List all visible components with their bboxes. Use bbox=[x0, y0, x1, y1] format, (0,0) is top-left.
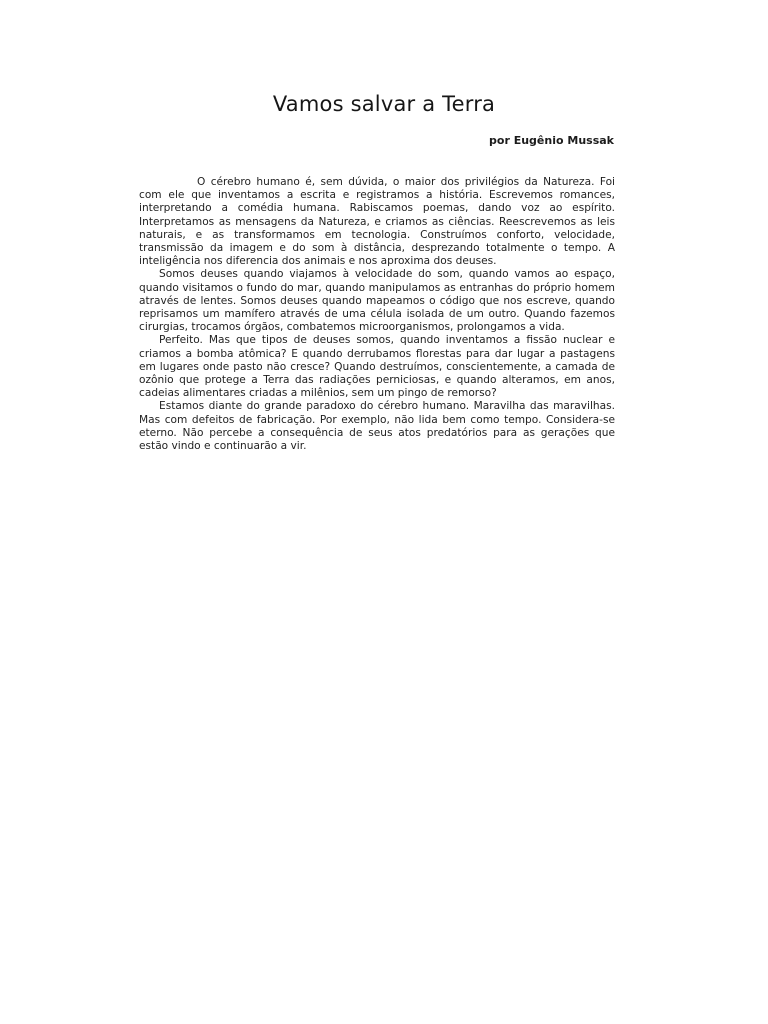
paragraph: Perfeito. Mas que tipos de deuses somos, quando inventamos a fissão nuclear e criamos a bomba atômica? E quando derrubamos florestas para dar lugar a pastagens em lugares onde pasto não cresce? Quando destruímos, conscientemente, a camada de ozônio que protege a Terra das radiações perniciosas, e quando alteramos, em anos, cadeias alimentares criadas a milênios, sem um pingo de remorso? bbox=[139, 334, 615, 400]
paragraph: O cérebro humano é, sem dúvida, o maior dos privilégios da Natureza. Foi com ele que inventamos a escrita e registramos a história. Escrevemos romances, interpretando a comédia humana. Rabiscamos poemas, dando voz ao espírito. Interpretamos as mensagens da Natureza, e criamos as ciências. Reescrevemos as leis naturais, e as transformamos em tecnologia. Construímos conforto, velocidade, transmissão da imagem e do som à distância, desprezando totalmente o tempo. A inteligência nos diferencia dos animais e nos aproxima dos deuses. bbox=[139, 176, 615, 268]
article-author: por Eugênio Mussak bbox=[489, 134, 614, 147]
article-body bbox=[139, 176, 615, 453]
paragraph: Estamos diante do grande paradoxo do cérebro humano. Maravilha das maravilhas. Mas com defeitos de fabricação. Por exemplo, não lida bem como tempo. Considera-se eterno. Não percebe a consequência de seus atos predatórios para as gerações que estão vindo e continuarão a vir. bbox=[139, 400, 615, 453]
paragraph: Somos deuses quando viajamos à velocidade do som, quando vamos ao espaço, quando visitamos o fundo do mar, quando manipulamos as entranhas do próprio homem através de lentes. Somos deuses quando mapeamos o código que nos escreve, quando reprisamos um mamífero através de uma célula isolada de um outro. Quando fazemos cirurgias, trocamos órgãos, combatemos microorganismos, prolongamos a vida. bbox=[139, 268, 615, 334]
article-title: Vamos salvar a Terra bbox=[272, 92, 496, 116]
